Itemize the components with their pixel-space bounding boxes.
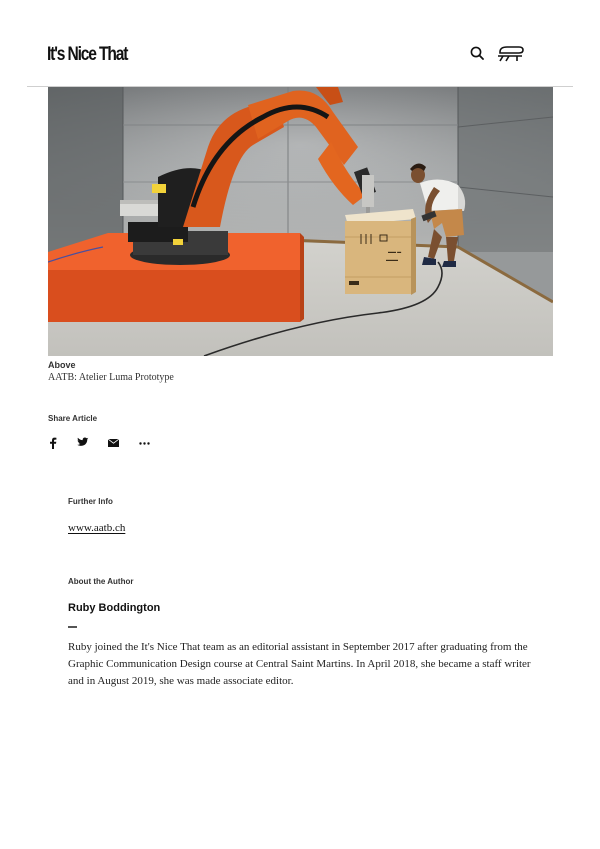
facebook-icon[interactable]: [49, 437, 57, 449]
search-icon[interactable]: [470, 46, 484, 60]
site-header: [0, 0, 600, 86]
share-article-label: Share Article: [48, 414, 98, 423]
more-icon[interactable]: [139, 442, 150, 445]
site-logo[interactable]: It's Nice That: [47, 44, 128, 65]
further-info-link[interactable]: www.aatb.ch: [68, 522, 126, 534]
author-name[interactable]: Ruby Boddington: [68, 602, 161, 614]
further-info-label: Further Info: [68, 497, 113, 506]
about-author-label: About the Author: [68, 577, 134, 586]
email-icon[interactable]: [108, 439, 119, 447]
svg-text:▬▬ ▬: ▬▬ ▬: [388, 249, 402, 254]
image-caption-label: Above: [48, 360, 76, 370]
image-caption: AATB: Atelier Luma Prototype: [48, 372, 174, 383]
twitter-icon[interactable]: [77, 437, 89, 448]
author-bio: Ruby joined the It's Nice That team as an editorial assistant in September 2017 after graduating from the Graphic Communication Design course at Central Saint Martins. In April 2018, she became a staff writer and in August 2019, she was made associate editor.: [68, 641, 531, 687]
hero-image: [48, 87, 553, 356]
svg-text:▬▬▬: ▬▬▬: [386, 257, 398, 262]
author-divider: [68, 626, 77, 628]
menu-icon[interactable]: [497, 45, 525, 63]
